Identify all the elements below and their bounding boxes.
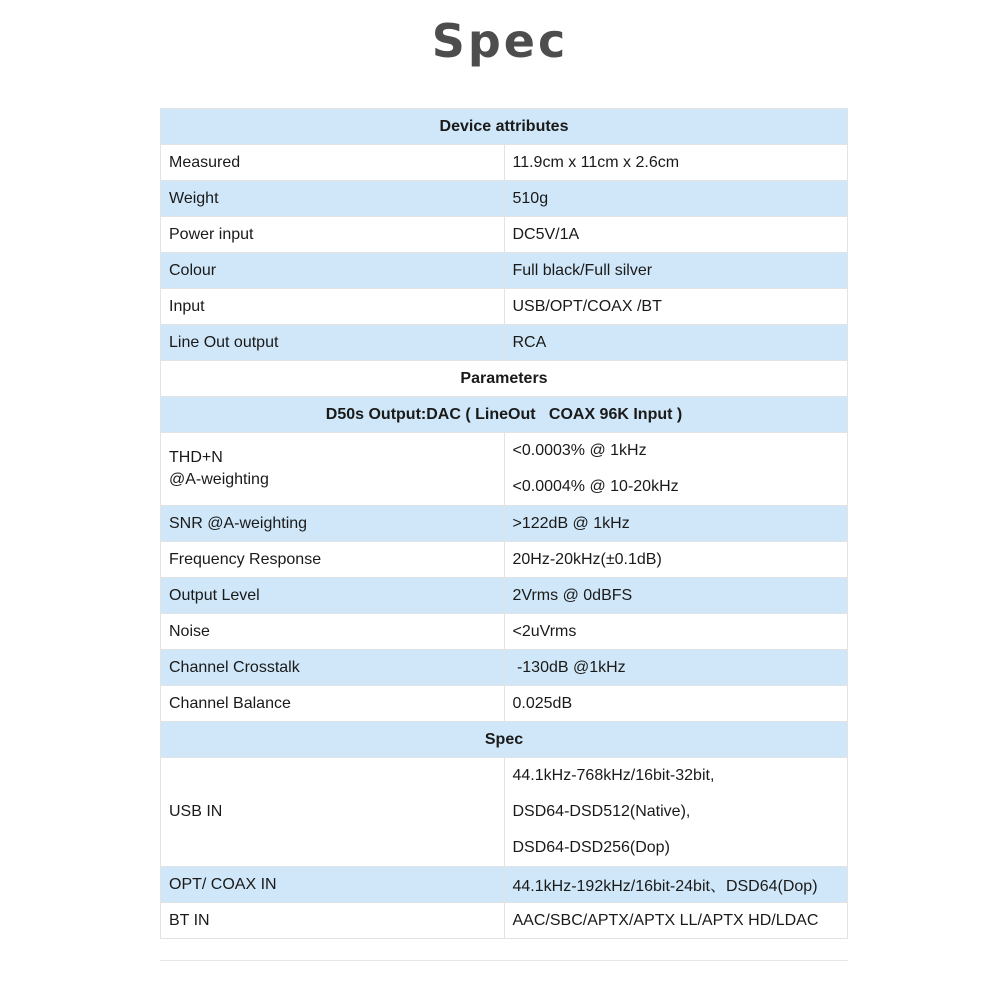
- row-label: Noise: [161, 614, 505, 650]
- row-value: 2Vrms @ 0dBFS: [504, 578, 848, 614]
- row-label: Colour: [161, 253, 505, 289]
- row-value: 20Hz-20kHz(±0.1dB): [504, 542, 848, 578]
- table-row: [161, 325, 848, 361]
- thd-label-line2: @A-weighting: [169, 471, 269, 488]
- table-row: [161, 867, 848, 903]
- row-label: Channel Balance: [161, 686, 505, 722]
- row-label: Channel Crosstalk: [161, 650, 505, 686]
- row-value: <2uVrms: [504, 614, 848, 650]
- row-value: -130dB @1kHz: [504, 650, 848, 686]
- spec-table: [160, 108, 848, 939]
- thd-label-line1: THD+N: [169, 449, 223, 466]
- table-row: [161, 289, 848, 325]
- row-label: OPT/ COAX IN: [161, 867, 505, 903]
- usb-in-value-3: DSD64-DSD256(Dop): [512, 839, 670, 856]
- row-value: 44.1kHz-192kHz/16bit-24bit、DSD64(Dop): [504, 867, 848, 903]
- row-label: Line Out output: [161, 325, 505, 361]
- section-header-device-attributes: [161, 109, 848, 145]
- section-header-spec: [161, 722, 848, 758]
- usb-in-value-2: DSD64-DSD512(Native),: [512, 803, 691, 820]
- table-row: [161, 650, 848, 686]
- thd-value-1: <0.0003% @ 1kHz: [512, 442, 647, 459]
- row-label: Frequency Response: [161, 542, 505, 578]
- table-row: [161, 903, 848, 939]
- page-title: Spec: [431, 14, 569, 68]
- row-label: Input: [161, 289, 505, 325]
- row-value: [504, 758, 848, 867]
- row-label: SNR @A-weighting: [161, 506, 505, 542]
- section-subheader: [161, 397, 848, 433]
- row-label: Weight: [161, 181, 505, 217]
- usb-in-value-1: 44.1kHz-768kHz/16bit-32bit,: [512, 767, 715, 784]
- table-row: [161, 506, 848, 542]
- bottom-divider: [160, 960, 848, 961]
- row-value: 11.9cm x 11cm x 2.6cm: [504, 145, 848, 181]
- row-value: 0.025dB: [504, 686, 848, 722]
- table-row-usb-in: [161, 758, 848, 867]
- table-row: [161, 217, 848, 253]
- table-row: [161, 542, 848, 578]
- section-title: Device attributes: [161, 109, 848, 145]
- table-row: [161, 614, 848, 650]
- section-title: Parameters: [161, 361, 848, 397]
- row-value: >122dB @ 1kHz: [504, 506, 848, 542]
- section-title: Spec: [161, 722, 848, 758]
- row-label: Power input: [161, 217, 505, 253]
- section-subtitle: D50s Output:DAC ( LineOut COAX 96K Input ): [161, 397, 848, 433]
- table-row: [161, 253, 848, 289]
- thd-value-2: <0.0004% @ 10-20kHz: [512, 478, 679, 495]
- row-label: Output Level: [161, 578, 505, 614]
- row-label: Measured: [161, 145, 505, 181]
- row-value: 510g: [504, 181, 848, 217]
- row-label: [161, 433, 505, 506]
- row-value: RCA: [504, 325, 848, 361]
- table-row-thd: [161, 433, 848, 506]
- row-label: USB IN: [161, 758, 505, 867]
- table-row: [161, 686, 848, 722]
- row-value: AAC/SBC/APTX/APTX LL/APTX HD/LDAC: [504, 903, 848, 939]
- table-row: [161, 145, 848, 181]
- section-header-parameters: [161, 361, 848, 397]
- row-value: DC5V/1A: [504, 217, 848, 253]
- row-value: [504, 433, 848, 506]
- row-value: Full black/Full silver: [504, 253, 848, 289]
- table-row: [161, 578, 848, 614]
- row-label: BT IN: [161, 903, 505, 939]
- table-row: [161, 181, 848, 217]
- row-value: USB/OPT/COAX /BT: [504, 289, 848, 325]
